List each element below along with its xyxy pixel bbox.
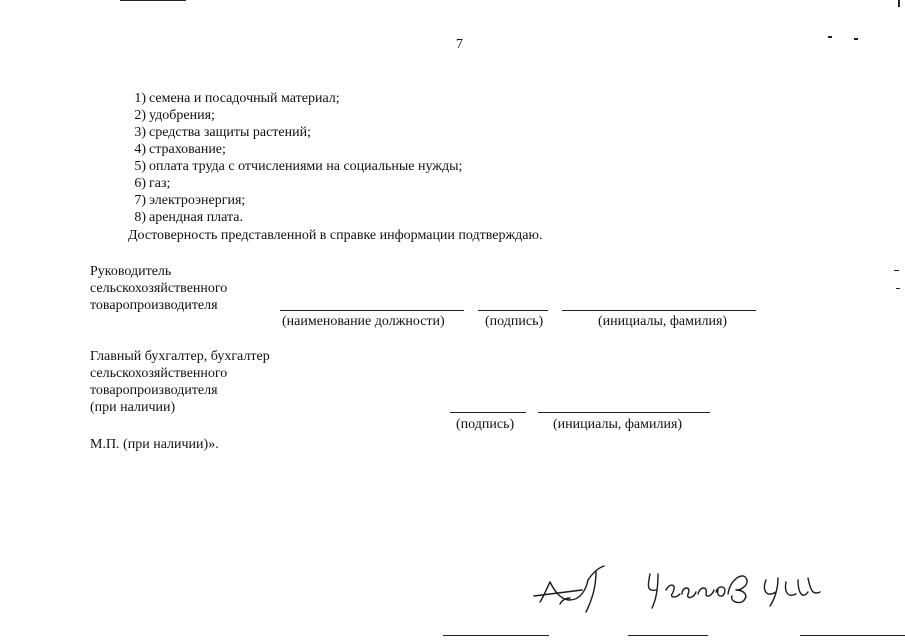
list-item-number: 6) <box>134 176 146 191</box>
list-item <box>128 158 462 175</box>
list-item <box>128 124 311 141</box>
head-name-line <box>562 310 756 311</box>
list-item-text: удобрения; <box>149 108 215 123</box>
list-item-text: газ; <box>149 176 171 191</box>
head-position-line <box>280 310 464 311</box>
list-item-text: арендная плата. <box>149 210 244 225</box>
accountant-signature-line <box>450 412 526 413</box>
list-item <box>128 90 340 107</box>
head-signature-line <box>478 310 548 311</box>
list-item-number: 3) <box>134 125 146 140</box>
top-edge-line <box>120 0 186 1</box>
scan-dot <box>896 288 900 289</box>
list-item-number: 5) <box>134 159 146 174</box>
list-item-number: 4) <box>134 142 146 157</box>
scan-dot <box>894 270 899 271</box>
accountant-label-line1: Главный бухгалтер, бухгалтер <box>90 349 270 364</box>
list-item-text: оплата труда с отчислениями на социальные нужды; <box>149 159 463 174</box>
accountant-name-line <box>538 412 710 413</box>
accountant-label-line3: товаропроизводителя <box>90 383 218 398</box>
caption-name: (инициалы, фамилия) <box>598 314 728 329</box>
handwritten-signature <box>530 560 850 624</box>
head-label-line1: Руководитель <box>90 264 172 279</box>
scan-dot <box>828 36 832 38</box>
head-label-line2: сельскохозяйственного <box>90 281 228 296</box>
head-label-line3: товаропроизводителя <box>90 298 218 313</box>
list-item <box>128 209 243 226</box>
accountant-caption-name: (инициалы, фамилия) <box>553 417 683 432</box>
bottom-line <box>443 635 549 636</box>
scan-dot <box>854 38 858 40</box>
list-item-text: средства защиты растений; <box>149 125 312 140</box>
accountant-label-line4: (при наличии) <box>90 400 176 415</box>
list-item-text: семена и посадочный материал; <box>149 91 340 106</box>
page-number: 7 <box>456 37 463 52</box>
bottom-line <box>628 635 708 636</box>
corner-mark <box>898 0 900 7</box>
list-item <box>128 175 170 192</box>
list-item-number: 7) <box>134 193 146 208</box>
list-item-number: 8) <box>134 210 146 225</box>
stamp-text: М.П. (при наличии)». <box>90 437 219 452</box>
caption-signature: (подпись) <box>485 314 544 329</box>
caption-position: (наименование должности) <box>282 314 445 329</box>
accountant-caption-signature: (подпись) <box>456 417 515 432</box>
list-item-number: 1) <box>134 91 146 106</box>
list-item-number: 2) <box>134 108 146 123</box>
list-item <box>128 192 245 209</box>
confirmation-text: Достоверность представленной в справке информации подтверждаю. <box>128 228 543 243</box>
list-item-text: страхование; <box>149 142 226 157</box>
list-item <box>128 107 215 124</box>
list-item <box>128 141 226 158</box>
accountant-label-line2: сельскохозяйственного <box>90 366 228 381</box>
bottom-line <box>800 635 905 636</box>
list-item-text: электроэнергия; <box>149 193 246 208</box>
